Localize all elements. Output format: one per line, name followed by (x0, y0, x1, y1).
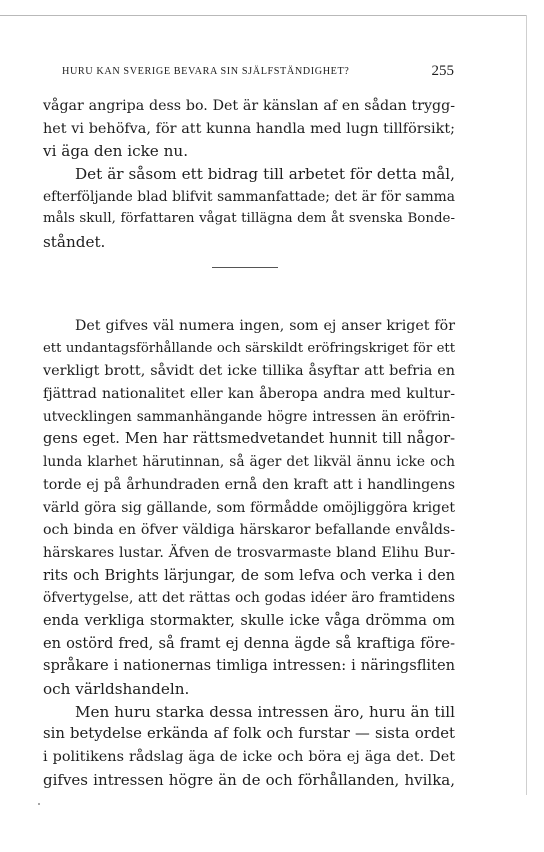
text-line: torde ej på århundraden ernå den kraft att i handlingens (43, 476, 455, 493)
text-line: öfvertygelse, att det rättas och godas idéer äro framtidens (43, 590, 455, 607)
text-line: verkligt brott, såvidt det icke tillika åsyftar att befria en (43, 363, 455, 380)
text-line: Det är såsom ett bidrag till arbetet för detta mål, (75, 165, 455, 184)
text-line: ståndet. (43, 233, 106, 252)
text-line: och världshandeln. (43, 680, 190, 698)
text-line: utvecklingen sammanhängande högre intressen än eröfrin- (43, 408, 455, 425)
text-line: måls skull, författaren vågat tillägna dem åt svenska Bonde- (43, 211, 455, 227)
text-line: vi äga den icke nu. (43, 142, 189, 161)
section-divider (212, 267, 278, 268)
text-line: härskares lustar. Äfven de trosvarmaste bland Elihu Bur- (43, 544, 455, 561)
page-right-edge (526, 15, 527, 795)
text-line: ett undantagsförhållande och särskildt eröfringskriget för ett (43, 340, 455, 356)
text-line: sin betydelse erkända af folk och furstar — sista ordet (43, 725, 455, 743)
text-line: värld göra sig gällande, som förmådde omöjliggöra kriget (43, 499, 455, 516)
running-title: HURU KAN SVERIGE BEVARA SIN SJÄLFSTÄNDIGHET? (62, 66, 350, 77)
text-line: het vi behöfva, för att kunna handla med lugn tillförsikt; (43, 120, 455, 137)
text-line: fjättrad nationalitet eller kan åberopa andra med kultur- (43, 386, 455, 403)
text-line: enda verkliga stormakter, skulle icke våga drömma om (43, 611, 455, 629)
text-line: och binda en öfver väldiga härskaror befallande envålds- (43, 522, 455, 539)
intro-paragraphs (43, 95, 455, 254)
text-line: lunda klarhet härutinnan, så äger det likväl ännu icke och (43, 454, 455, 471)
text-line: språkare i nationernas timliga intressen: i näringsfliten (43, 657, 455, 675)
text-line: Det gifves väl numera ingen, som ej anser kriget för (75, 318, 455, 334)
text-line: vågar angripa dess bo. Det är känslan af en sådan trygg- (43, 98, 455, 114)
text-line: efterföljande blad blifvit sammanfattade; det är för samma (43, 188, 455, 205)
page-header (62, 63, 454, 82)
page-number: 255 (431, 63, 454, 79)
text-line: i politikens rådslag äga de icke och böra ej äga det. Det (43, 749, 455, 766)
text-line: Men huru starka dessa intressen äro, huru än till (75, 702, 455, 721)
text-line: gens eget. Men har rättsmedvetandet hunnit till någor- (43, 430, 455, 448)
text-line: gifves intressen högre än de och förhållanden, hvilka, (43, 770, 455, 789)
text-line: rits och Brights lärjungar, de som lefva och verka i den (43, 566, 455, 584)
stray-ink-dot (38, 803, 40, 805)
page-top-edge (0, 15, 526, 16)
text-line: en ostörd fred, så framt ej denna ägde så kraftiga före- (43, 634, 455, 652)
main-paragraphs (43, 315, 455, 791)
